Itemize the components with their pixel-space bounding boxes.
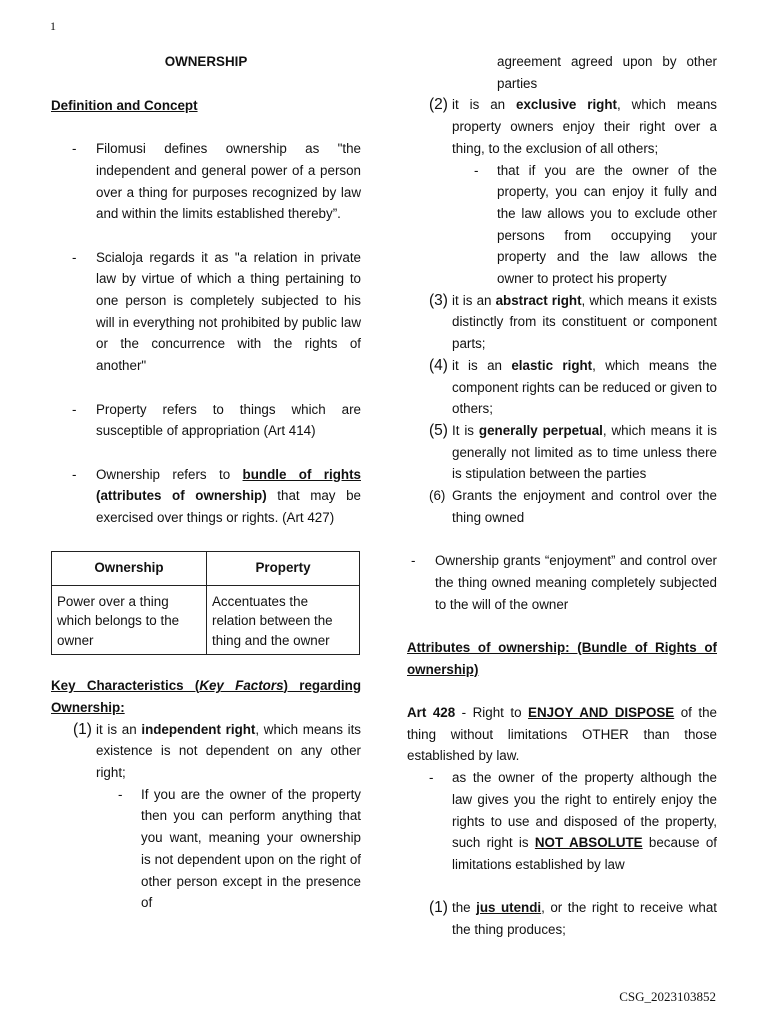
jus-utendi-term: jus utendi bbox=[476, 900, 542, 916]
item-marker: (1) bbox=[429, 899, 448, 917]
item-marker: (6) bbox=[429, 488, 446, 504]
characteristic-4: (4) it is an elastic right, which means the component rights can be reduced or given to others; bbox=[429, 356, 718, 417]
table-header-property: Property bbox=[207, 551, 360, 585]
bullet-dash: - bbox=[72, 466, 77, 482]
definition-bullet-filomusi: - Filomusi defines ownership as "the independent and general power of a person over a thing for purposes recognized by law and within the limits established thereby”. bbox=[51, 138, 361, 225]
ownership-grants-bullet: - Ownership grants “enjoyment” and control over the thing owned meaning completely subjected to the will of the owner bbox=[407, 550, 717, 615]
definition-heading: Definition and Concept bbox=[51, 97, 198, 113]
attributes-heading: Attributes of ownership: (Bundle of Rights of ownership) bbox=[407, 639, 717, 677]
item-marker: (3) bbox=[429, 291, 448, 309]
item-marker: (1) bbox=[73, 720, 92, 738]
ownership-property-table bbox=[51, 551, 360, 656]
item-marker: (2) bbox=[429, 96, 448, 114]
key-characteristics-heading: Key Characteristics (Key Factors) regarding Ownership: bbox=[51, 678, 361, 715]
bullet-dash: - bbox=[72, 249, 77, 265]
characteristic-1: (1) it is an independent right, which means its existence is not dependent on any other right; bbox=[73, 720, 362, 781]
bullet-dash: - bbox=[118, 786, 123, 802]
item-marker: (4) bbox=[429, 356, 448, 374]
article-428-sub: - as the owner of the property although the law gives you the right to entirely enjoy the rights to use and disposed of the property, such right is NOT ABSOLUTE because of limitations established by law bbox=[407, 767, 717, 876]
bullet-dash: - bbox=[429, 770, 434, 786]
bundle-of-rights-term: bundle of rights bbox=[242, 466, 361, 482]
characteristic-1-sub: - If you are the owner of the property then you can perform anything that you want, meaning your ownership is not dependent upon on the right of other person except in the presence of bbox=[96, 784, 361, 914]
article-428: Art 428 - Right to ENJOY AND DISPOSE of the thing without limitations OTHER than those established by law. bbox=[407, 705, 717, 764]
right-column bbox=[407, 51, 717, 941]
characteristic-2: (2) it is an exclusive right, which means property owners enjoy their right over a thing, to the exclusion of all others; bbox=[429, 96, 718, 156]
characteristic-5: (5) It is generally perpetual, which means it is generally not limited as to time unless there is stipulation between the parties bbox=[429, 421, 717, 482]
enjoy-and-dispose-term: ENJOY AND DISPOSE bbox=[528, 705, 675, 721]
definition-bullet-property: - Property refers to things which are susceptible of appropriation (Art 414) bbox=[51, 399, 361, 442]
continuation-text: agreement agreed upon by other parties bbox=[497, 54, 717, 91]
footer-code: CSG_2023103852 bbox=[619, 989, 716, 1004]
definition-bullet-bundle: - Ownership refers to bundle of rights (attributes of ownership) that may be exercised over things or rights. (Art 427) bbox=[51, 464, 361, 529]
table-header-ownership: Ownership bbox=[52, 551, 207, 585]
bullet-dash: - bbox=[72, 141, 77, 157]
definition-bullet-scialoja: - Scialoja regards it as "a relation in private law by virtue of which a thing pertaining to one person is completely subjected to his will in everything not prohibited by public law or the concurrence with the rights of another" bbox=[51, 247, 361, 377]
jus-utendi-item: (1) the jus utendi, or the right to receive what the thing produces; bbox=[429, 899, 717, 938]
characteristic-2-sub: - that if you are the owner of the property, you can enjoy it fully and the law allows you to exclude other persons from occupying your property and the law allows the owner to protect his property bbox=[452, 160, 717, 290]
characteristic-6: (6) Grants the enjoyment and control over the thing owned bbox=[407, 485, 717, 528]
document-title: OWNERSHIP bbox=[164, 54, 248, 69]
bullet-dash: - bbox=[474, 162, 479, 178]
table-row bbox=[52, 585, 360, 655]
not-absolute-term: NOT ABSOLUTE bbox=[534, 835, 643, 851]
bullet-dash: - bbox=[411, 553, 416, 569]
left-column bbox=[51, 51, 361, 914]
item-marker: (5) bbox=[429, 421, 448, 439]
page-number: 1 bbox=[50, 19, 56, 33]
characteristic-3: (3) it is an abstract right, which means it exists distinctly from its constituent or component parts; bbox=[429, 291, 718, 352]
table-cell-ownership: Power over a thing which belongs to the owner bbox=[52, 585, 207, 655]
table-cell-property: Accentuates the relation between the thing and the owner bbox=[207, 585, 360, 655]
bullet-dash: - bbox=[72, 401, 77, 417]
